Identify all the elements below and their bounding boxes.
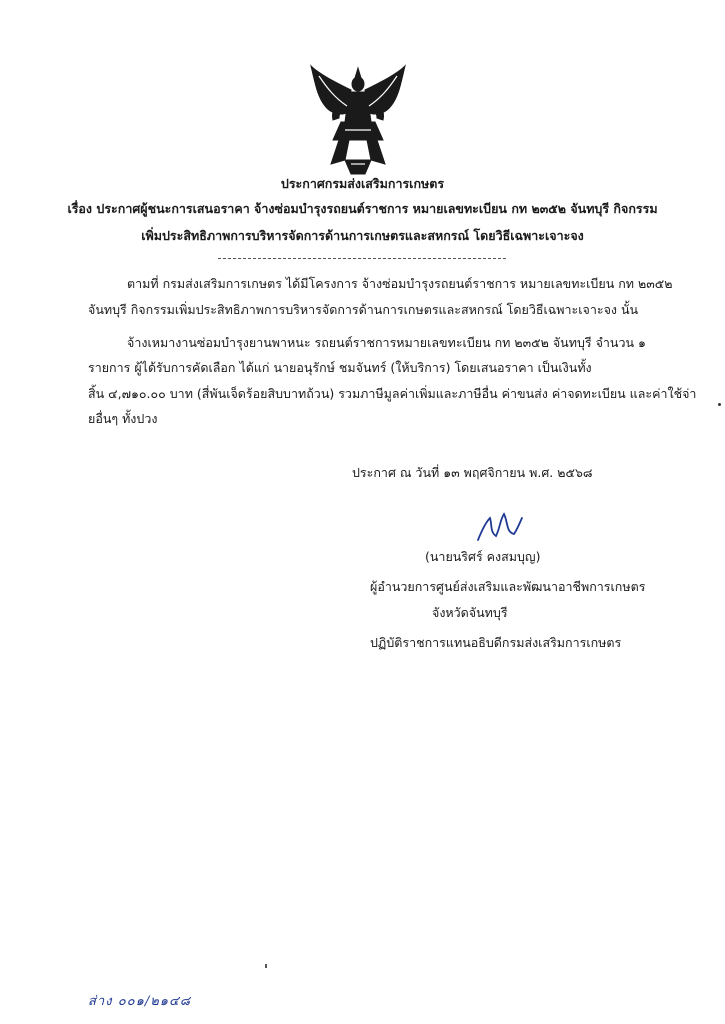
garuda-emblem (305, 64, 411, 176)
paragraph-1-line-2: จันทบุรี กิจกรรมเพิ่มประสิทธิภาพการบริหารจัดการด้านการเกษตรและสหกรณ์ โดยวิธีเฉพาะเจาะจง นั้น (88, 302, 639, 317)
announcement-date: ประกาศ ณ วันที่ ๑๓ พฤศจิกายน พ.ศ. ๒๕๖๘ (352, 465, 593, 480)
dashed-divider (218, 258, 506, 259)
subject-line-2: เพิ่มประสิทธิภาพการบริหารจัดการด้านการเกษตรและสหกรณ์ โดยวิธีเฉพาะเจาะจง (141, 228, 584, 243)
paragraph-2-line-3: สิ้น ๔,๗๑๐.๐๐ บาท (สี่พันเจ็ดร้อยสิบบาทถ้วน) รวมภาษีมูลค่าเพิ่มและภาษีอื่น ค่าขนส่ง ค่าจดทะเบียน และค่าใช้จ่า (88, 386, 697, 401)
subject-line-1: เรื่อง ประกาศผู้ชนะการเสนอราคา จ้างซ่อมบำรุงรถยนต์ราชการ หมายเลขทะเบียน กท ๒๓๕๒ จันทบุรี กิจกรรม (67, 201, 658, 216)
agency-heading: ประกาศกรมส่งเสริมการเกษตร (280, 176, 445, 191)
handwritten-note (88, 990, 248, 1010)
paragraph-2-line-1: จ้างเหมางานซ่อมบำรุงยานพาหนะ รถยนต์ราชการหมายเลขทะเบียน กท ๒๓๕๒ จันทบุรี จำนวน ๑ (127, 335, 646, 350)
scan-speck-edge (718, 403, 721, 406)
paragraph-2-line-4: ยอื่นๆ ทั้งปวง (88, 411, 158, 426)
signer-position-2: จังหวัดจันทบุรี (432, 605, 508, 620)
signer-position-1: ผู้อำนวยการศูนย์ส่งเสริมและพัฒนาอาชีพการเกษตร (370, 579, 646, 594)
paragraph-2-line-2: รายการ ผู้ได้รับการคัดเลือก ได้แก่ นายอนุรักษ์ ชมจันทร์ (ให้บริการ) โดยเสนอราคา เป็นเงินทั้ง (88, 360, 592, 375)
paragraph-1-line-1: ตามที่ กรมส่งเสริมการเกษตร ได้มีโครงการ จ้างซ่อมบำรุงรถยนต์ราชการ หมายเลขทะเบียน กท ๒๓๕๒ (127, 276, 673, 291)
handwritten-note-text: ส่าง ๐๐๑/๒๑๔๘ (88, 994, 191, 1009)
signature-mark (470, 510, 530, 544)
scan-speck (265, 964, 267, 968)
signer-name: (นายนริศร์ คงสมบุญ) (425, 549, 541, 564)
signer-position-3: ปฏิบัติราชการแทนอธิบดีกรมส่งเสริมการเกษตร (370, 635, 622, 650)
